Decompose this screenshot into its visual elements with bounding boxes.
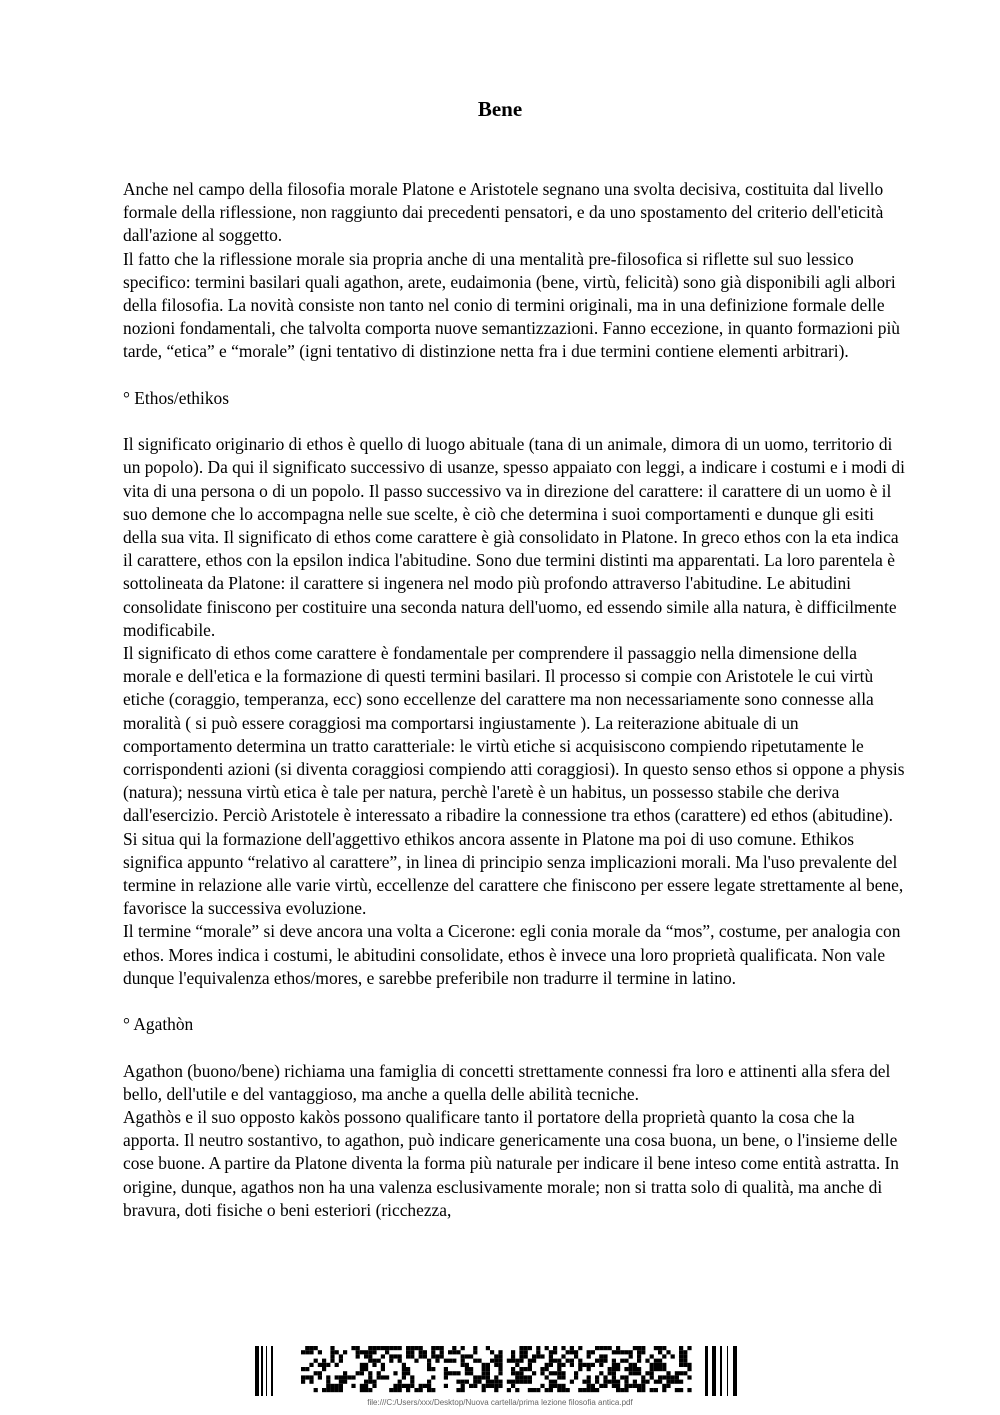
- barcode-caption: file:///C:/Users/xxx/Desktop/Nuova cartella/prima lezione filosofia antica.pdf: [367, 1398, 633, 1407]
- paragraph-ethos-character: Il significato di ethos come carattere è fondamentale per comprendere il passaggio nella dimensione della morale e dell'etica e la formazione di questi termini basilari. Il processo si compie con Aristotele le cui virtù etiche (coraggio, temperanza, ecc) sono eccellenze del carattere ma non necessariamente sono connesse alla moralità ( si può essere coraggiosi ma comportarsi ingiustamente ). La reiterazione abituale di un comportamento determina un tratto caratteriale: le virtù etiche si acquisiscono compiendo ripetutamente le corrispondenti azioni (si diventa coraggiosi compiendo atti coraggiosi). In questo senso ethos si oppone a physis (natura); nessuna virtù etica è tale per natura, perchè l'aretè è un habitus, un possesso stabile che deriva dall'esercizio. Perciò Aristotele è interessato a ribadire la connessione tra ethos (carattere) ed ethos (abitudine). Si situa qui la formazione dell'aggettivo ethikos ancora assente in Platone ma poi di uso comune. Ethikos significa appunto “relativo al carattere”, in linea di principio senza implicazioni morali. Ma l'uso prevalente del termine in relazione alle varie virtù, eccellenze del carattere che finiscono per essere legate strettamente al bene, favorisce la successiva evoluzione.: [123, 643, 905, 919]
- section-heading-agathon: ° Agathòn: [123, 1014, 194, 1035]
- document-body: [123, 178, 907, 1222]
- barcode-image: [255, 1346, 745, 1396]
- paragraph-agathon-family: Agathon (buono/bene) richiama una famiglia di concetti strettamente connessi fra loro e attinenti alla sfera del bello, dell'utile e del vantaggioso, ma anche a quella delle abilità tecniche.: [123, 1060, 891, 1104]
- paragraph-gap: [123, 990, 907, 1013]
- paragraph-morale: Il termine “morale” si deve ancora una volta a Cicerone: egli conia morale da “mos”, costume, per analogia con ethos. Mores indica i costumi, le abitudini consolidate, ethos è invece una loro proprietà qualificata. Non vale dunque l'equivalenza ethos/mores, e sarebbe preferibile non tradurre il termine in latino.: [123, 921, 901, 988]
- paragraph-ethos-origin: Il significato originario di ethos è quello di luogo abituale (tana di un animale, dimora di un uomo, territorio di un popolo). Da qui il significato successivo di usanze, spesso appaiato con leggi, a indicare i costumi e i modi di vita di una persona o di un popolo. Il passo successivo va in direzione del carattere: il carattere di un uomo è il suo demone che lo accompagna nelle sue scelte, è ciò che determina i suoi comportamenti e dunque gli esiti della sua vita. Il significato di ethos come carattere è già consolidato in Platone. In greco ethos con la eta indica il carattere, ethos con la epsilon indica l'abitudine. Sono due termini distinti ma apparentati. La loro parentela è sottolineata da Platone: il carattere si ingenera nel modo più profondo attraverso l'abitudine. Le abitudini consolidate finiscono per costituire una seconda natura dell'uomo, ed essendo simile alla natura, è difficilmente modificabile.: [123, 434, 905, 640]
- paragraph-agathos-kakos: Agathòs e il suo opposto kakòs possono qualificare tanto il portatore della proprietà quanto la cosa che la apporta. Il neutro sostantivo, to agathon, può indicare genericamente una cosa buona, un bene, o l'insieme delle cose buone. A partire da Platone diventa la forma più naturale per indicare il bene inteso come entità astratta. In origine, dunque, agathos non ha una valenza esclusivamente morale; non si tratta solo di qualità, ma anche di bravura, doti fisiche o beni esteriori (ricchezza,: [123, 1107, 900, 1220]
- paragraph-intro: Anche nel campo della filosofia morale Platone e Aristotele segnano una svolta decisiva, costituita dal livello formale della riflessione, non raggiunto dai precedenti pensatori, e da uno spostamento del criterio dell'eticità dall'azione al soggetto.: [123, 179, 884, 246]
- barcode-graphic: [255, 1346, 745, 1396]
- page-title: Bene: [477, 97, 523, 121]
- paragraph-gap: [123, 364, 907, 387]
- paragraph-lexicon: Il fatto che la riflessione morale sia propria anche di una mentalità pre-filosofica si riflette sul suo lessico specifico: termini basilari quali agathon, arete, eudaimonia (bene, virtù, felicità) sono già disponibili agli albori della filosofia. La novità consiste non tanto nel conio di termini originali, ma in una definizione formale delle nozioni fondamentali, che talvolta comporta nuove semantizzazioni. Fanno eccezione, in quanto formazioni più tarde, “etica” e “morale” (igni tentativo di distinzione netta fra i due termini contiene elementi arbitrari).: [123, 248, 900, 362]
- section-heading-ethos: ° Ethos/ethikos: [123, 387, 229, 408]
- paragraph-gap: [123, 1036, 907, 1059]
- paragraph-gap: [123, 410, 907, 433]
